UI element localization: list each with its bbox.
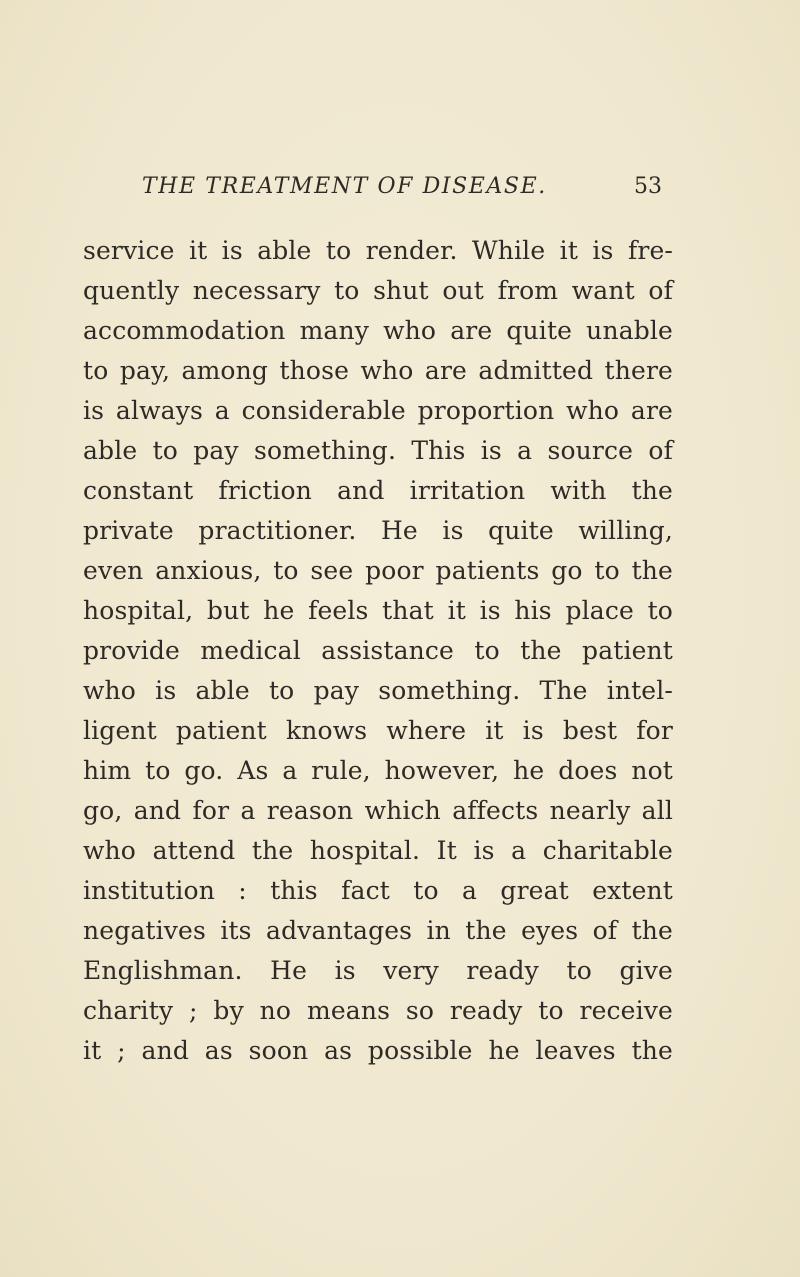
text-line: constant friction and irritation with the <box>83 476 673 505</box>
text-line: ligent patient knows where it is best for <box>83 716 673 745</box>
body-text <box>83 231 673 1071</box>
text-line: is always a considerable proportion who are <box>83 396 673 425</box>
text-line: who attend the hospital. It is a charitable <box>83 836 673 865</box>
text-line: even anxious, to see poor patients go to the <box>83 556 673 585</box>
text-line: service it is able to render. While it is fre- <box>83 236 673 265</box>
text-line: go, and for a reason which affects nearly all <box>83 796 673 825</box>
text-line: Englishman. He is very ready to give <box>83 956 673 985</box>
text-line: him to go. As a rule, however, he does not <box>83 756 673 785</box>
text-line: hospital, but he feels that it is his place to <box>83 596 673 625</box>
text-line: negatives its advantages in the eyes of the <box>83 916 673 945</box>
text-line: able to pay something. This is a source of <box>83 436 673 465</box>
running-head <box>142 174 662 204</box>
text-line: private practitioner. He is quite willing, <box>83 516 673 545</box>
text-line: it ; and as soon as possible he leaves the <box>83 1036 673 1065</box>
text-line: charity ; by no means so ready to receive <box>83 996 673 1025</box>
text-line: institution : this fact to a great extent <box>83 876 673 905</box>
text-line: who is able to pay something. The intel- <box>83 676 673 705</box>
text-line: accommodation many who are quite unable <box>83 316 673 345</box>
text-line: to pay, among those who are admitted there <box>83 356 673 385</box>
text-line: provide medical assistance to the patient <box>83 636 673 665</box>
text-line: quently necessary to shut out from want of <box>83 276 673 305</box>
page-number: 53 <box>634 174 662 199</box>
running-title: THE TREATMENT OF DISEASE. <box>142 174 547 199</box>
